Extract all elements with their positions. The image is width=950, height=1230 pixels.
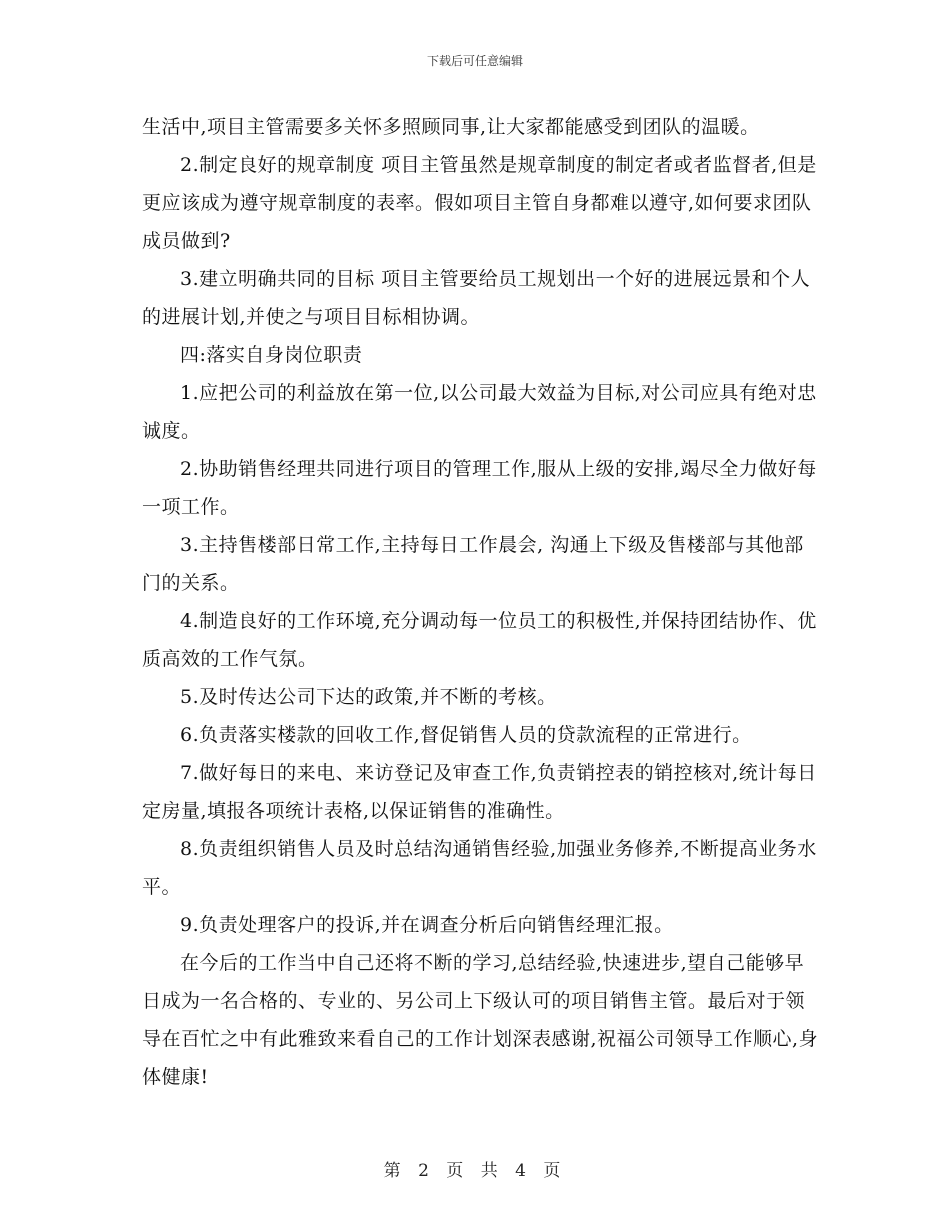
closing-paragraph: 在今后的工作当中自己还将不断的学习,总结经验,快速进步,望自己能够早日成为一名合格的、专业的、另公司上下级认可的项目销售主管。最后对于领导在百忙之中有此雅致来看自己的工作计划深表感谢,祝福公司领导工作顺心,身体健康! [142,952,819,1088]
list-item: 3.主持售楼部日常工作,主持每日工作晨会, 沟通上下级及售楼部与其他部门的关系。 [142,534,804,594]
list-item: 7.做好每日的来电、来访登记及审查工作,负责销控表的销控核对,统计每日定房量,填报各项统计表格,以保证销售的准确性。 [142,762,817,822]
list-item: 5.及时传达公司下达的政策,并不断的考核。 [180,686,557,708]
document-body [142,108,822,1096]
page-number-footer: 第 2 页 共 4 页 [383,1161,567,1181]
list-item: 2.协助销售经理共同进行项目的管理工作,服从上级的安排,竭尽全力做好每一项工作。 [142,458,817,518]
list-item: 1.应把公司的利益放在第一位,以公司最大效益为目标,对公司应具有绝对忠诚度。 [142,382,817,442]
page-header: 下载后可任意编辑 [426,54,523,68]
list-item: 9.负责处理客户的投诉,并在调查分析后向销售经理汇报。 [180,914,674,936]
list-item: 8.负责组织销售人员及时总结沟通销售经验,加强业务修养,不断提高业务水平。 [142,838,817,898]
section-heading: 四:落实自身岗位职责 [180,344,363,366]
paragraph-3: 3.建立明确共同的目标 项目主管要给员工规划出一个好的进展远景和个人的进展计划,并使之与项目目标相协调。 [142,268,811,328]
paragraph-1: 生活中,项目主管需要多关怀多照顾同事,让大家都能感受到团队的温暖。 [142,116,760,138]
list-item: 6.负责落实楼款的回收工作,督促销售人员的贷款流程的正常进行。 [180,724,752,746]
list-item: 4.制造良好的工作环境,充分调动每一位员工的积极性,并保持团结协作、优质高效的工作气氛。 [142,610,817,670]
paragraph-2: 2.制定良好的规章制度 项目主管虽然是规章制度的制定者或者监督者,但是更应该成为遵守规章制度的表率。假如项目主管自身都难以遵守,如何要求团队成员做到? [142,154,817,252]
